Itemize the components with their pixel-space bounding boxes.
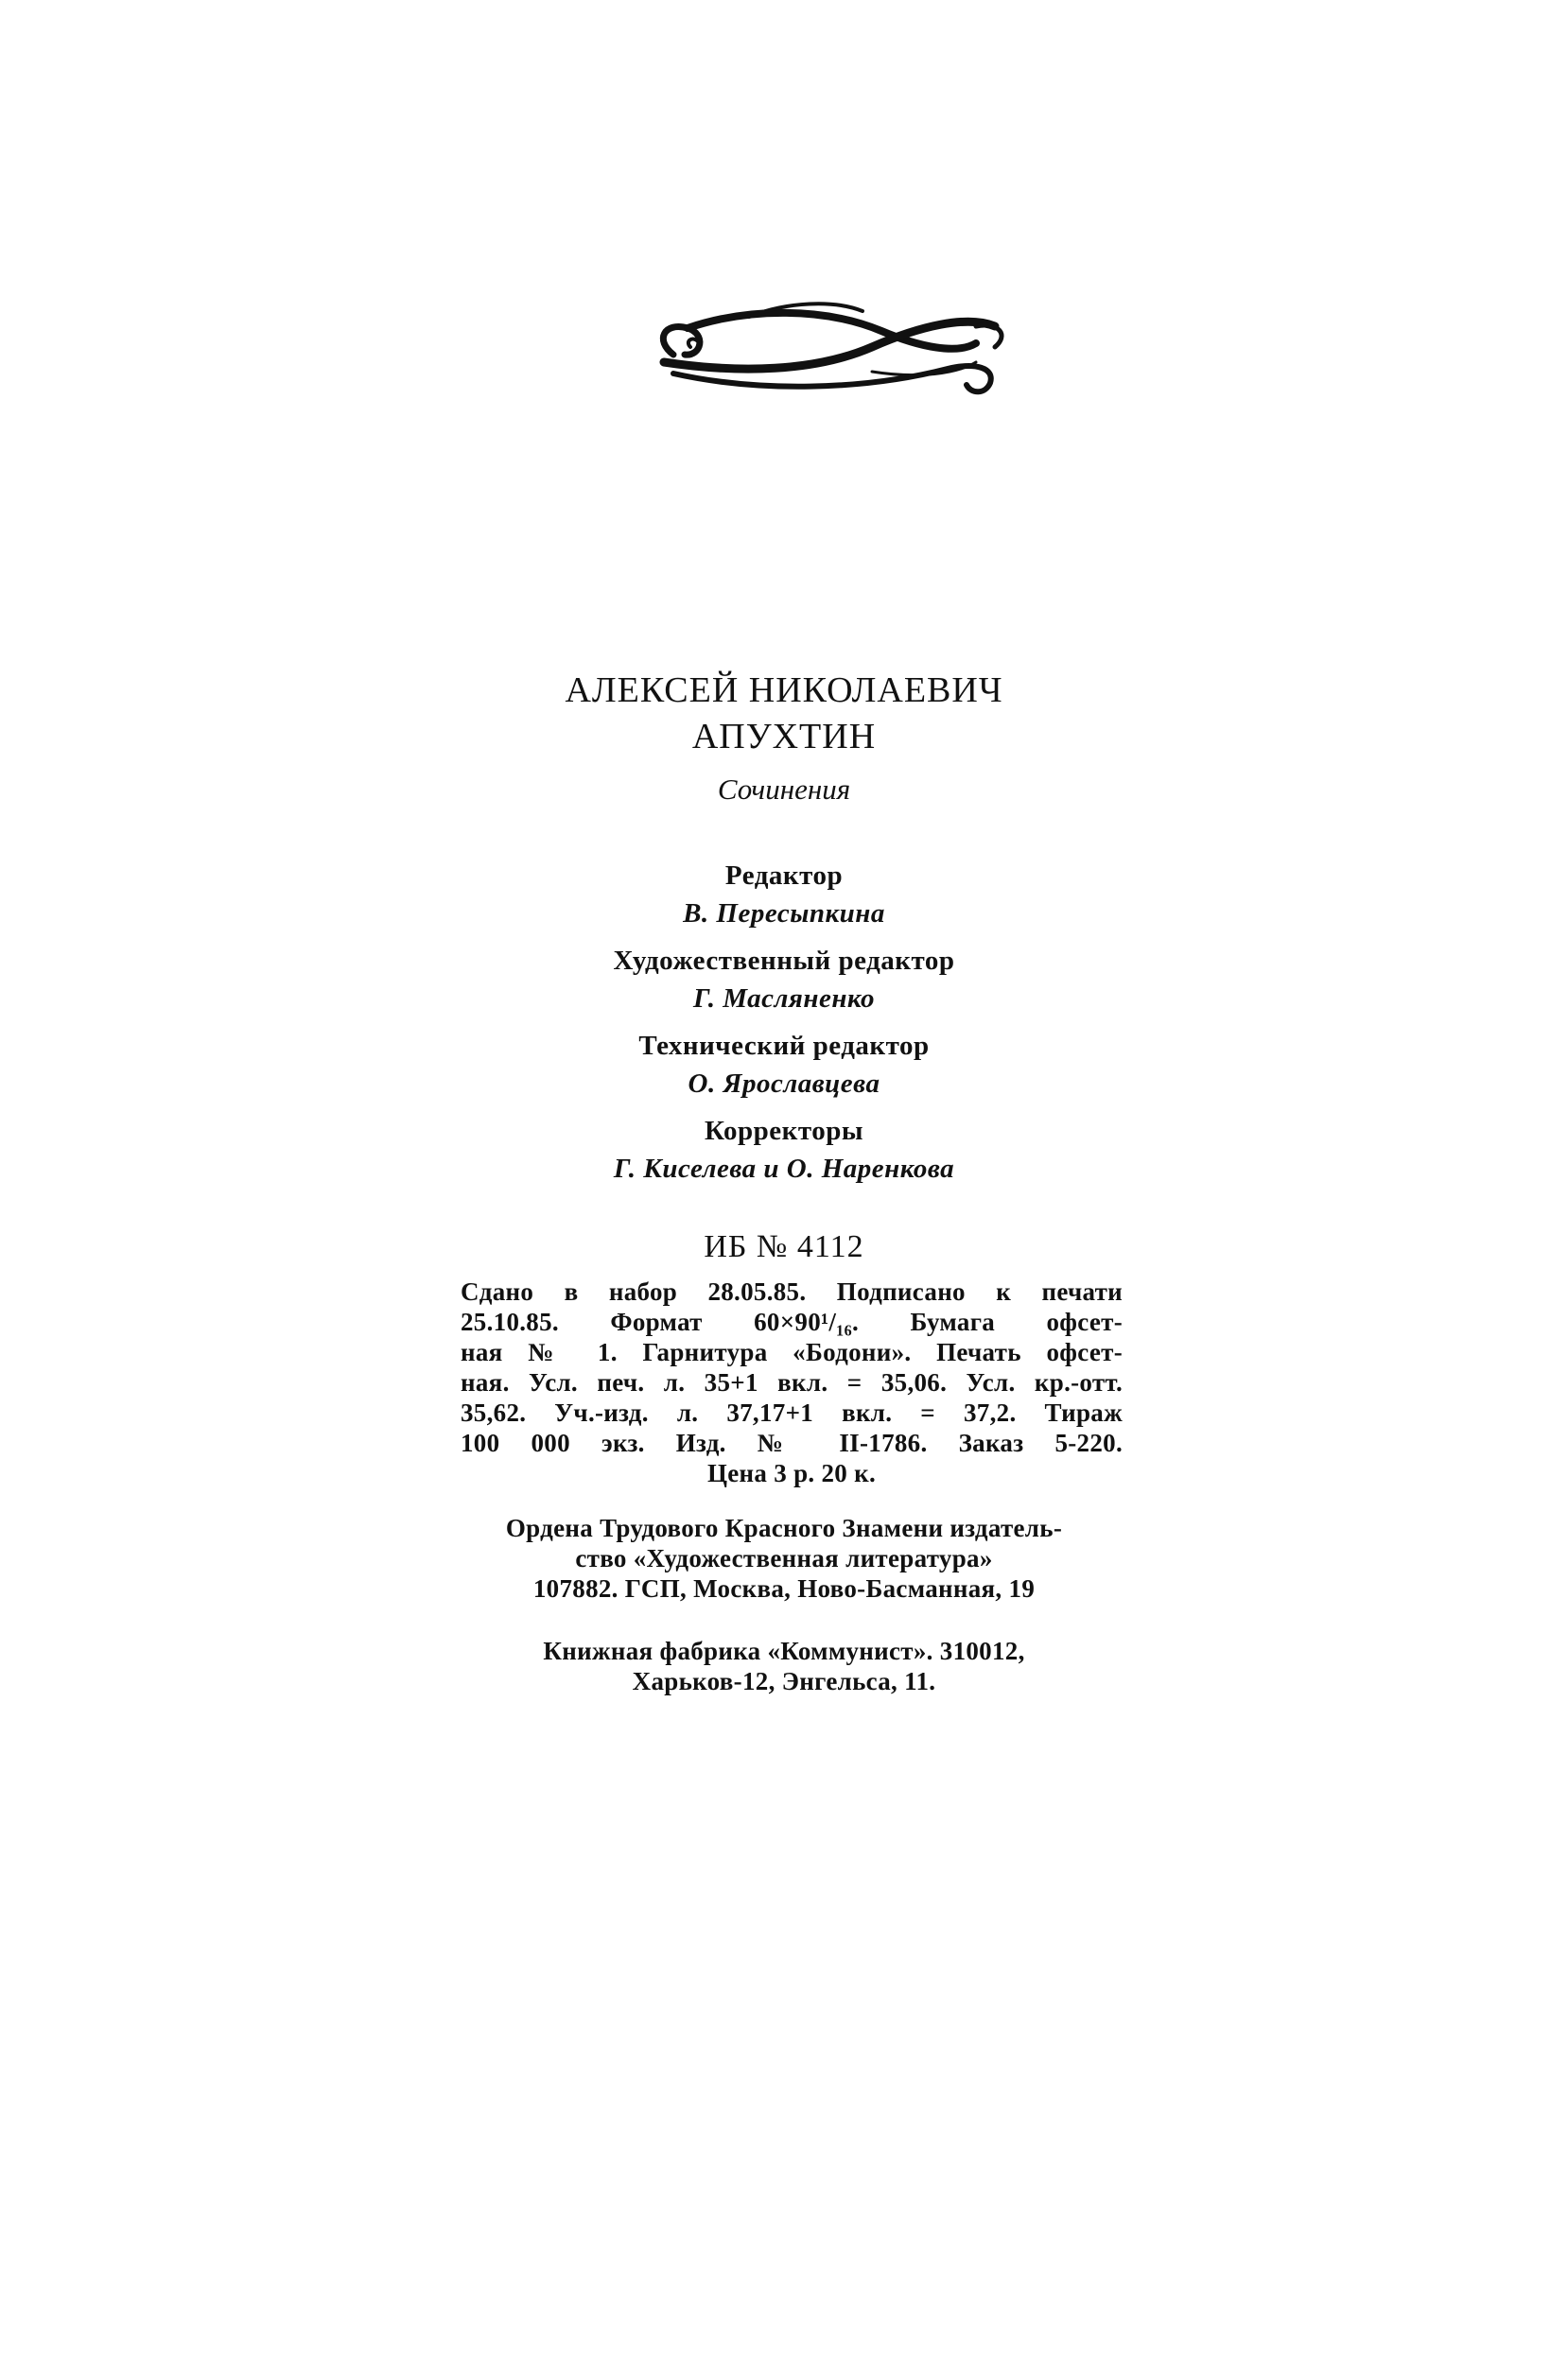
credit-person-art-editor: Г. Масляненко	[692, 983, 876, 1014]
imprint-line: ная. Усл. печ. л. 35+1 вкл. = 35,06. Усл. кр.-отт.	[461, 1368, 1123, 1397]
imprint-line: 100 000 экз. Изд. № II-1786. Заказ 5-220.	[461, 1429, 1123, 1457]
printer-line: Харьков-12, Энгельса, 11.	[632, 1667, 936, 1695]
printer-info	[0, 1636, 1568, 1696]
imprint-line: Сдано в набор 28.05.85. Подписано к печати	[461, 1277, 1123, 1306]
imprint-details	[461, 1277, 1123, 1488]
credit-role-art-editor: Художественный редактор	[613, 946, 955, 976]
imprint-price-line: Цена 3 р. 20 к.	[706, 1459, 877, 1487]
author-first-name: АЛЕКСЕЙ НИКОЛАЕВИЧ	[565, 670, 1003, 710]
credit-role-proofreaders: Корректоры	[704, 1116, 864, 1146]
credit-person-tech-editor: О. Ярославцева	[688, 1068, 880, 1099]
imprint-line: 25.10.85. Формат 60×90¹/₁₆. Бумага офсет-	[461, 1308, 1123, 1336]
printer-line: Книжная фабрика «Коммунист». 310012,	[543, 1637, 1025, 1665]
credit-person-proofreaders: Г. Киселева и О. Наренкова	[613, 1154, 955, 1184]
publisher-line: ство «Художественная литература»	[575, 1544, 993, 1572]
publisher-line: 107882. ГСП, Москва, Ново-Басманная, 19	[532, 1574, 1036, 1603]
publisher-info	[0, 1513, 1568, 1604]
imprint-line: ная № 1. Гарнитура «Бодони». Печать офсет-	[461, 1338, 1123, 1366]
credit-role-tech-editor: Технический редактор	[638, 1031, 930, 1061]
credit-role-editor: Редактор	[724, 860, 844, 891]
decorative-flourish-icon	[636, 288, 1014, 402]
author-surname: АПУХТИН	[691, 717, 877, 756]
ib-number: ИБ № 4112	[704, 1229, 864, 1264]
book-title: Сочинения	[717, 773, 851, 806]
imprint-line: 35,62. Уч.-изд. л. 37,17+1 вкл. = 37,2. Тираж	[461, 1398, 1123, 1427]
credit-person-editor: В. Пересыпкина	[683, 898, 885, 929]
publisher-line: Ордена Трудового Красного Знамени издатель-	[505, 1514, 1063, 1542]
